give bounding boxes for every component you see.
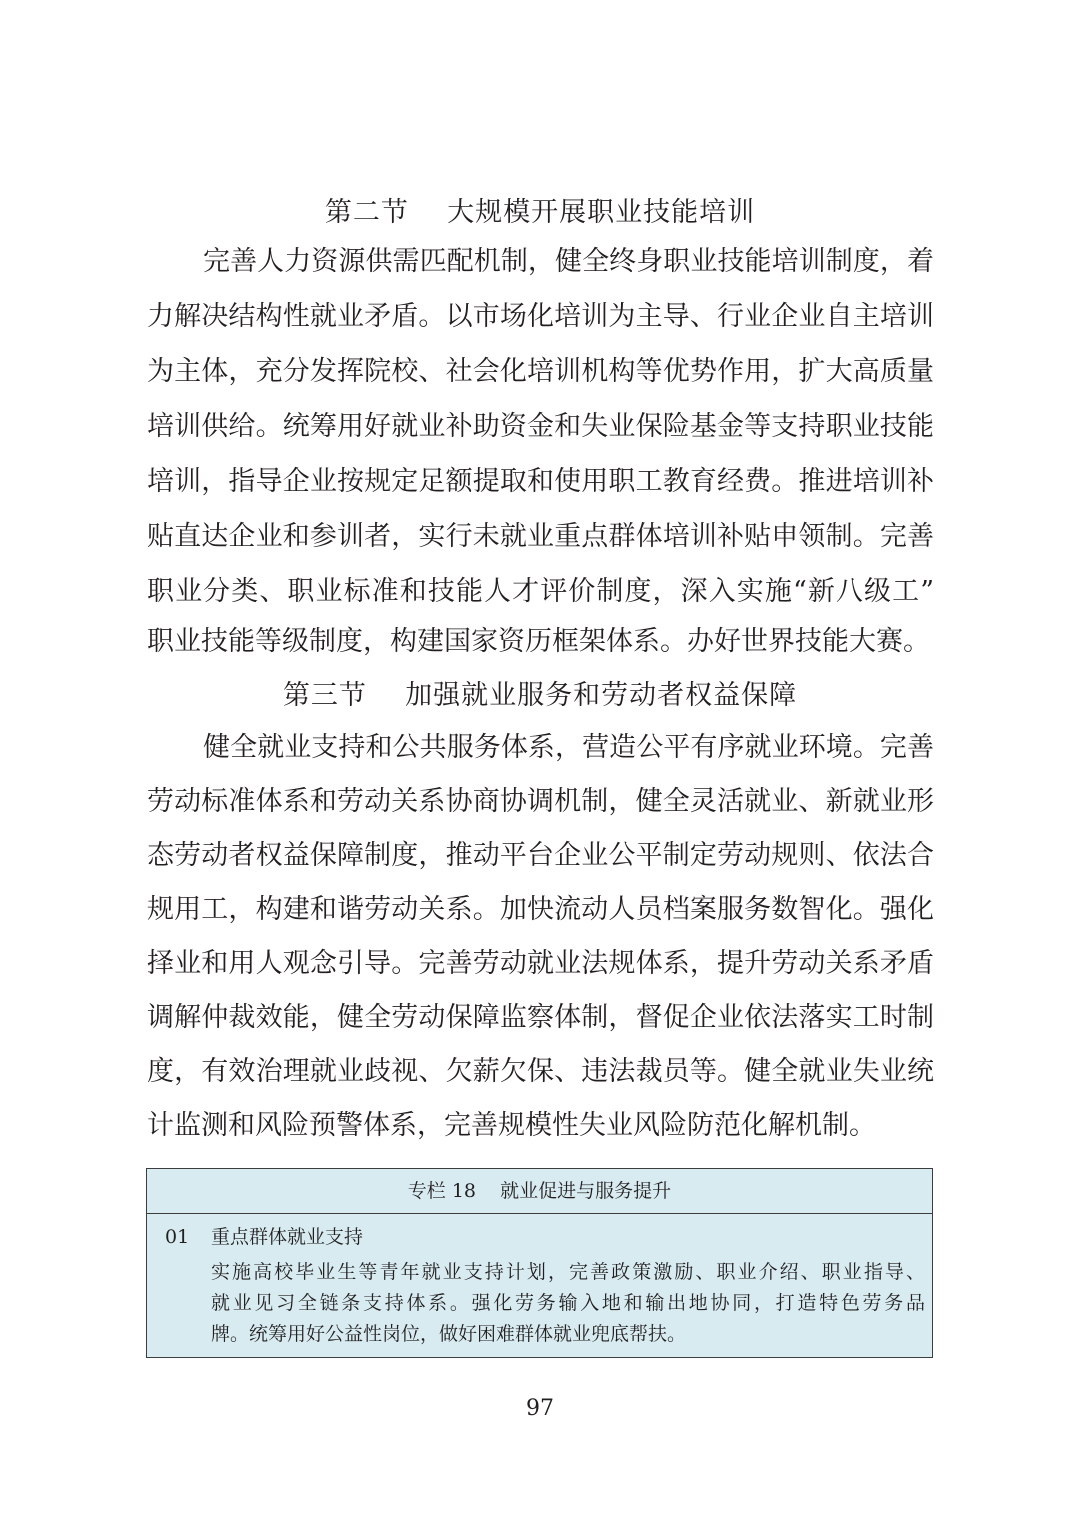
column-item-title: 重点群体就业支持 [211,1226,364,1248]
section-2-paragraph-line: 力解决结构性就业矛盾。以市场化培训为主导、行业企业自主培训 [147,301,934,332]
column-item-number: 01 [165,1226,190,1248]
section-2-paragraph-line: 为主体，充分发挥院校、社会化培训机构等优势作用，扩大高质量 [147,356,934,387]
column-item-text-line: 就业见习全链条支持体系。强化劳务输入地和输出地协同，打造特色劳务品 [211,1292,925,1314]
section-3-paragraph-line: 规用工，构建和谐劳动关系。加快流动人员档案服务数智化。强化 [147,894,934,925]
column-box-header: 专栏 18 就业促进与服务提升 [147,1169,932,1214]
section-3-paragraph-line: 健全就业支持和公共服务体系，营造公平有序就业环境。完善 [203,732,934,763]
section-2-paragraph-line: 贴直达企业和参训者，实行未就业重点群体培训补贴申领制。完善 [147,521,934,552]
section-3-paragraph-line: 劳动标准体系和劳动关系协商协调机制，健全灵活就业、新就业形 [147,786,934,817]
column-item-text-line: 实施高校毕业生等青年就业支持计划，完善政策激励、职业介绍、职业指导、 [211,1261,925,1283]
section-2-heading: 第二节 大规模开展职业技能培训 [324,197,756,228]
section-2-paragraph-line: 培训供给。统筹用好就业补助资金和失业保险基金等支持职业技能 [147,411,934,442]
section-3-paragraph-line: 度，有效治理就业歧视、欠薪欠保、违法裁员等。健全就业失业统 [147,1056,934,1087]
section-3-paragraph-line: 计监测和风险预警体系，完善规模性失业风险防范化解机制。 [147,1110,876,1141]
page-number: 97 [526,1396,554,1421]
column-box [146,1168,933,1358]
section-2-paragraph-line: 完善人力资源供需匹配机制，健全终身职业技能培训制度，着 [203,246,934,277]
section-2-paragraph-line: 培训，指导企业按规定足额提取和使用职工教育经费。推进培训补 [147,466,934,497]
column-item-text-line: 牌。统筹用好公益性岗位，做好困难群体就业兜底帮扶。 [211,1323,687,1345]
section-2-paragraph-line: 职业分类、职业标准和技能人才评价制度，深入实施“新八级工” [147,576,934,607]
section-3-paragraph-line: 择业和用人观念引导。完善劳动就业法规体系，提升劳动关系矛盾 [147,948,934,979]
section-3-heading: 第三节 加强就业服务和劳动者权益保障 [282,680,798,711]
section-3-paragraph-line: 态劳动者权益保障制度，推动平台企业公平制定劳动规则、依法合 [147,840,934,871]
section-3-paragraph-line: 调解仲裁效能，健全劳动保障监察体制，督促企业依法落实工时制 [147,1002,934,1033]
section-2-paragraph-line: 职业技能等级制度，构建国家资历框架体系。办好世界技能大赛。 [147,626,930,657]
